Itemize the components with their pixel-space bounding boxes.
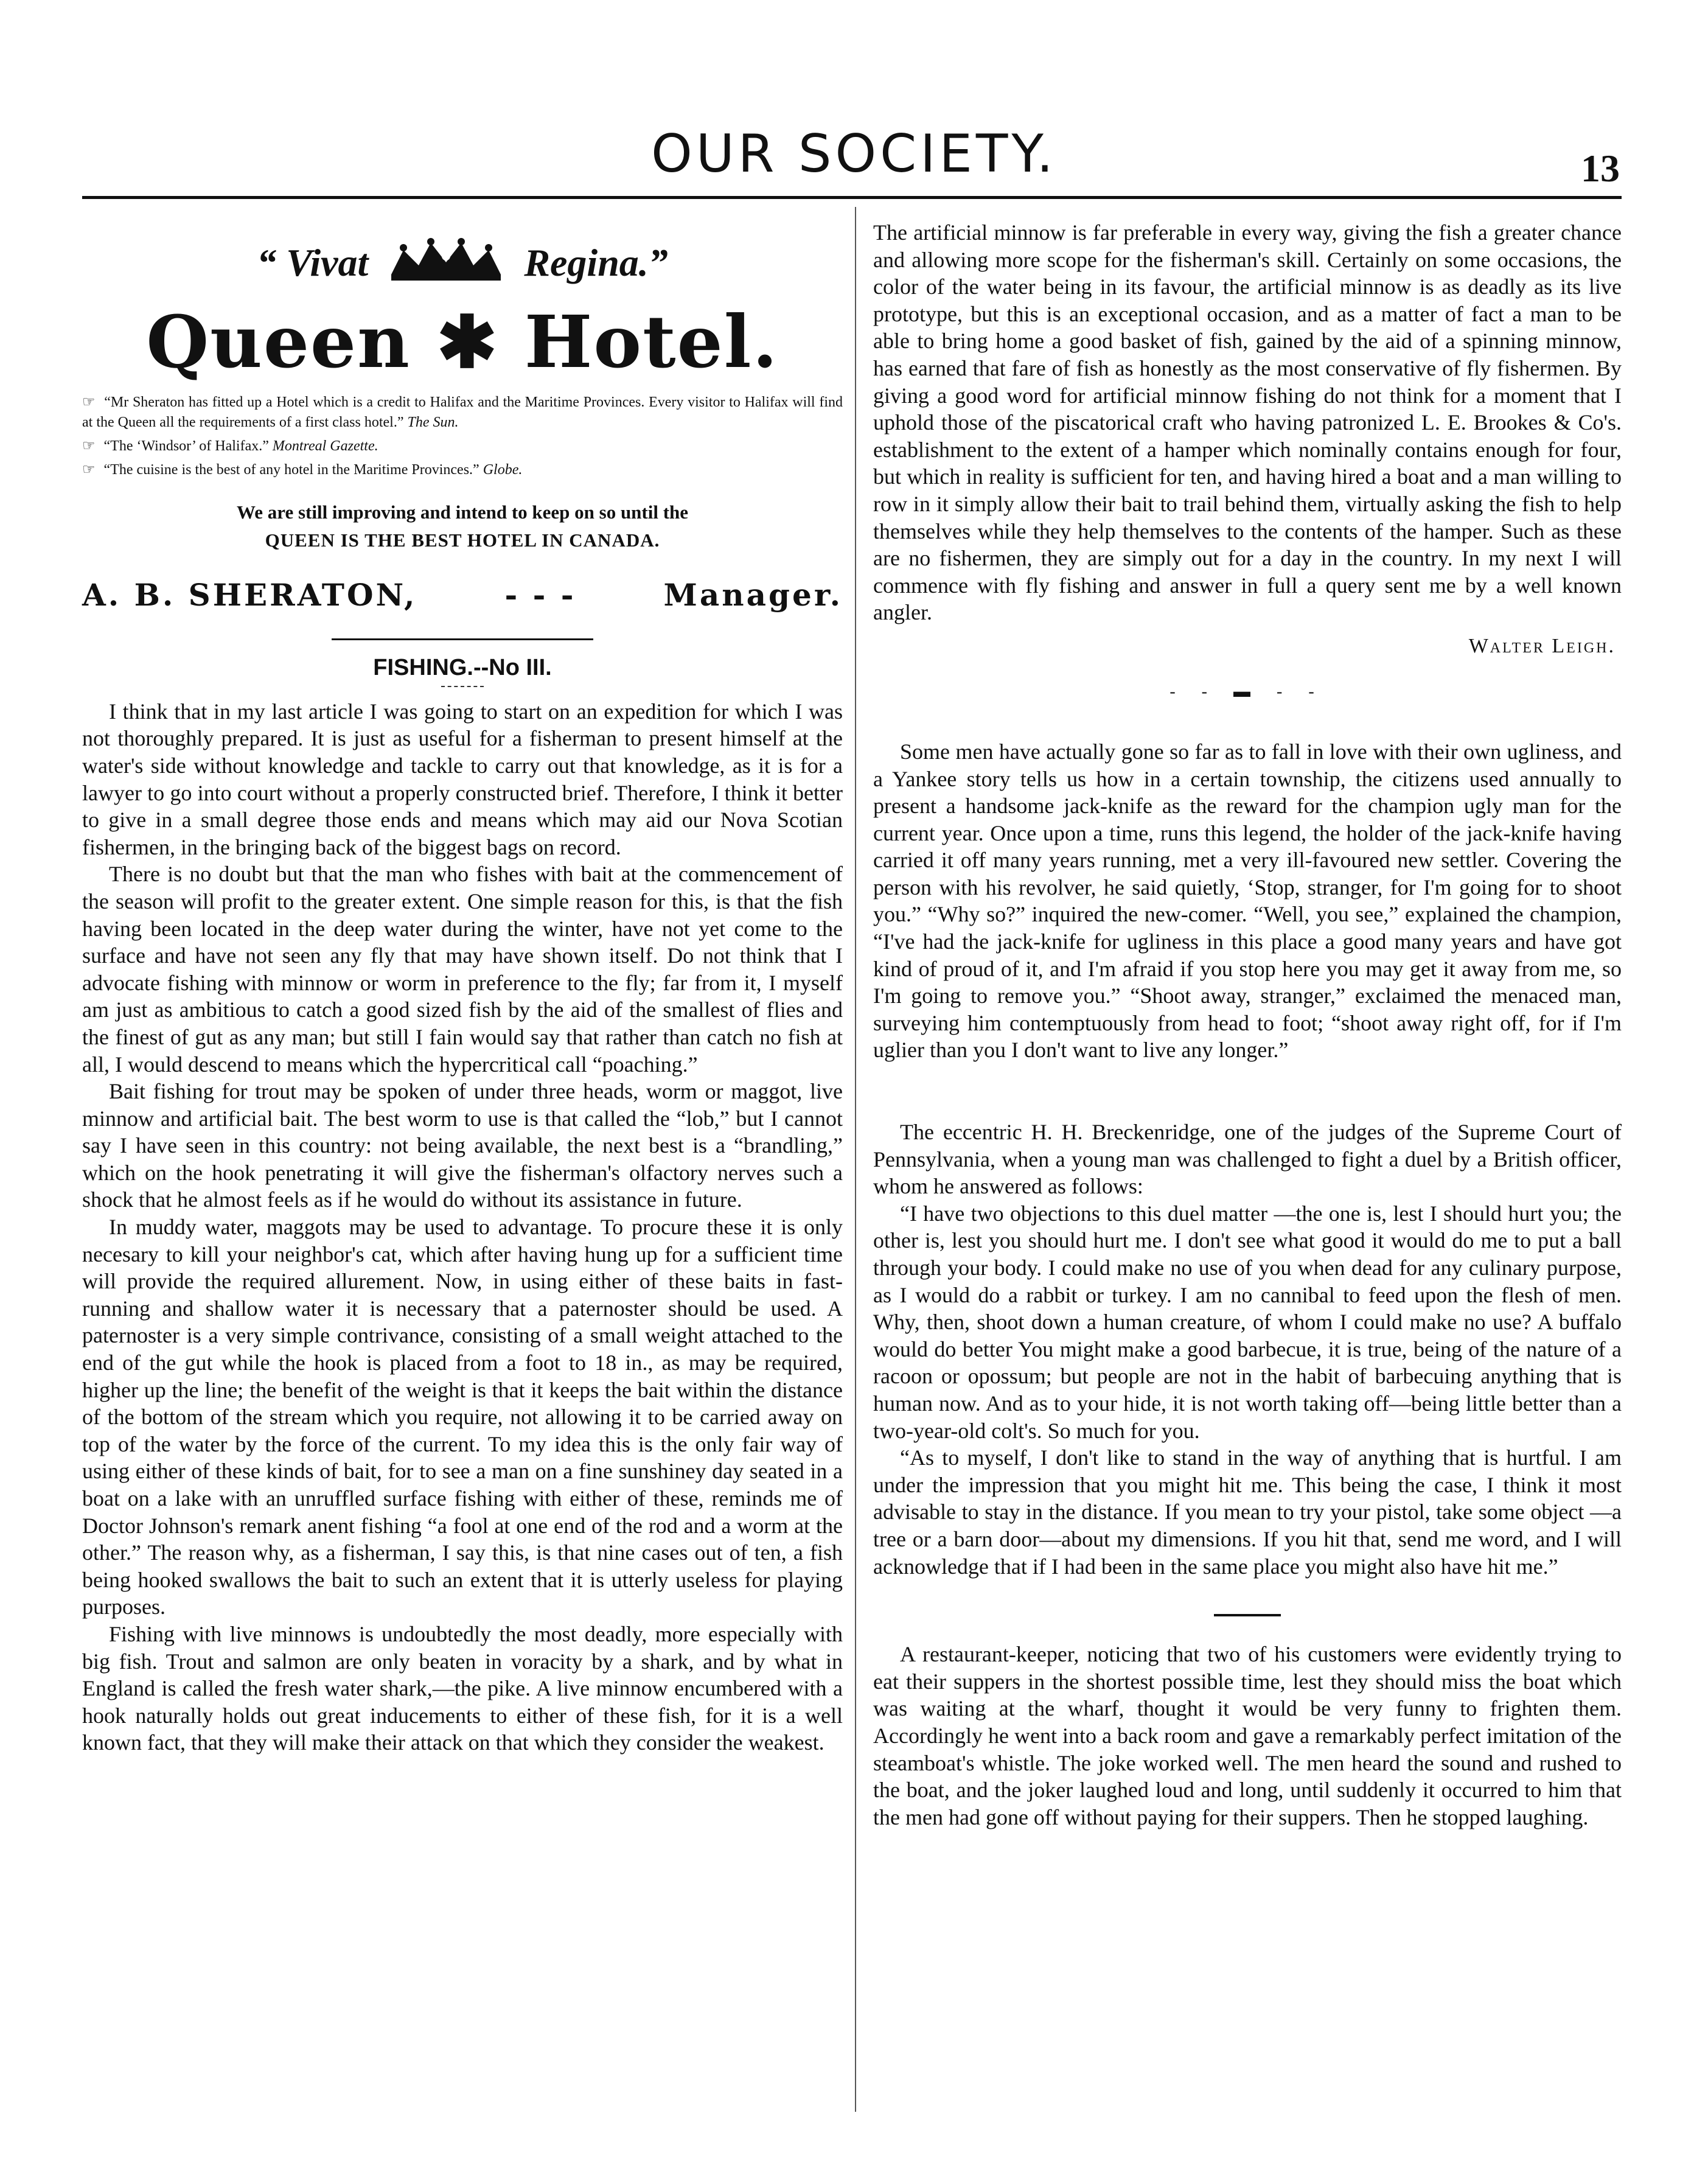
hotel-name: Queen ✱ Hotel. xyxy=(146,299,779,385)
right-column xyxy=(873,219,1622,1831)
story-jack-knife: Some men have actually gone so far as to fall in love with their own ugliness, and a Yankee story tells us how in a certain township, the citizens used annually to present a handsome jack-knife as the reward for the champion ugly man for the current year. Once upon a time, runs this legend, the holder of the jack-knife having carried it off many years running, met a very ill-favoured new settler. Covering the person with his revolver, he said quietly, ‘Stop, stranger, for I'm going for to shoot you.” “Why so?” inquired the new-comer. “Well, you see,” explained the champion, “I've had the jack-knife for ugliness in this place a good many years and have got kind of proud of it, and I'm afraid if you stop here you may get it away from me, so I'm going to remove you.” “Shoot away, stranger,” exclaimed the menaced man, surveying him contemptuously from head to foot; “shoot away right off, for if I'm uglier than you I don't want to live any longer.” xyxy=(873,739,1622,1063)
testimonial-source: The Sun. xyxy=(407,414,459,430)
testimonial-source: Montreal Gazette. xyxy=(272,438,378,454)
hotel-advertisement xyxy=(82,237,843,613)
article-body xyxy=(82,698,843,1756)
article-paragraph: Bait fishing for trout may be spoken of under three heads, worm or maggot, live minnow and artificial bait. The best worm to use is that called the “lob,” but I cannot say I have seen in this country: not being available, the next best is a “brandling,” which on the hook penetrating it will give the fisherman's olfactory nerves such a shock that he almost feels as if he would do without its assistance in future. xyxy=(82,1079,843,1212)
left-column xyxy=(82,219,843,1756)
pointing-hand-icon: ☞ xyxy=(82,394,96,410)
article-paragraph: In muddy water, maggots may be used to advantage. To procure these it is only necesary to kill your neighbor's cat, which after having hung up for a sufficient time will provide the required allurement. Now, in using either of these baits in fast-running and shallow water it is necessary that a paternoster should be used. A paternoster is a very simple contrivance, consisting of a small weight attached to the end of the gut while the hook is placed from a foot to 18 in., as may be required, higher up the line; the benefit of the weight is that it keeps the bait within the distance of the bottom of the stream which you require, not allowing it to be carried away on top of the water by the force of the current. To my idea this is the only fair way of using either of these kinds of bait, for to see a man on a fine sunshiney day seated in a boat on a lake with an unruffled surface fishing with either of these, reminds me of Doctor Johnson's remark anent fishing “a fool at one end of the rod and a worm at the other.” The reason why, as a fisherman, I say this, is that nine cases out of ten, a fish being hooked swallows the bait to such an extent that it is utterly useless for playing purposes. xyxy=(82,1215,843,1619)
story-duel-paragraph: “I have two objections to this duel matter —the one is, lest I should hurt you; the other is, lest you should hurt me. I don't see what good it would do me to put a ball through your body. I could make no use of you when dead for any culinary purpose, as I would do a rabbit or turkey. I am no cannibal to feed upon the flesh of men. Why, then, shoot down a human creature, of whom I could make no use? A buffalo would do better You might make a good barbecue, it is true, being of the nature of a racoon or opossum; but people are not in the habit of barbecuing anything that is human now. And as to your hide, it is not worth taking off—being little better than a two-year-old colt's. So much for you. xyxy=(873,1201,1622,1443)
pointing-hand-icon: ☞ xyxy=(82,438,96,454)
page-number: 13 xyxy=(1581,147,1620,190)
section-rule xyxy=(332,638,593,640)
page-title: OUR SOCIETY. xyxy=(651,124,1057,184)
ornament-divider: - - ▬ - - xyxy=(1169,682,1325,701)
story-restaurant: A restaurant-keeper, noticing that two of his customers were evidently trying to eat their suppers in the shortest possible time, lest they should miss the boat which was waiting at the wharf, thought it would be very funny to frighten them. Accordingly he went into a back room and gave a remarkably perfect imitation of the steamboat's whistle. The joke worked well. The men heard the sound and rushed to the boat, and the joker laughed loud and long, until suddenly it occurred to him that the men had gone off without paying for their suppers. Then he stopped laughing. xyxy=(873,1642,1622,1829)
story-duel-intro: The eccentric H. H. Breckenridge, one of the judges of the Supreme Court of Pennsylvania, when a young man was challenged to fight a duel by a British officer, whom he answered as follows: xyxy=(873,1120,1622,1199)
manager-dashes: - - - xyxy=(504,576,576,613)
ad-motto xyxy=(82,237,843,295)
testimonial-text: “Mr Sheraton has fitted up a Hotel which is a credit to Halifax and the Maritime Provinces. Every visitor to Halifax will find at the Queen all the requirements of a first class hotel.” xyxy=(82,394,843,430)
motto-left: “ Vivat xyxy=(257,241,369,284)
article-paragraph: I think that in my last article I was going to start on an expedition for which I was not thoroughly prepared. It is just as useful for a fisherman to present himself at the water's side without knowledge and tackle to carry out that knowledge, as it is for a lawyer to go into court without a properly constructed brief. Therefore, I think it better to give in a small degree those ends and means which may aid our Nova Scotian fishermen, in the bringing back of the biggest bags on record. xyxy=(82,699,843,859)
ad-improving-line: We are still improving and intend to keep on so until the xyxy=(236,501,689,523)
article-signature: Walter Leigh. xyxy=(1468,634,1616,657)
testimonial xyxy=(82,393,843,433)
testimonial-source: Globe. xyxy=(483,461,523,478)
article-continued: The artificial minnow is far preferable in every way, giving the fish a greater chance and allowing more scope for the fisherman's skill. Certainly on some occasions, the color of the water being in its favour, the artificial minnow is as deadly as its live prototype, but this is an exceptional occasion, and as a matter of fact a man to be able to bring home a good basket of fish, gained by the aid of a spinning minnow, has earned that fare of fish as honestly as the most conservative of fly fishermen. By giving a good word for artificial minnow fishing do not think for a moment that I uphold those of the piscatorical craft who having patronized L. E. Brookes & Co's. establishment to the extent of a hamper which nominally contains enough for four, but which in reality is sufficient for ten, and having hired a boat and a man willing to row in it simply allow their bait to trail behind them, virtually asking the fish to help themselves while they help themselves to the contents of the hamper. Such as these are no fishermen, they are simply out for a day in the country. In my next I will commence with fly fishing and answer in full a query sent me by a well known angler. xyxy=(873,220,1622,625)
crown-icon xyxy=(385,238,507,295)
motto-right: Regina.” xyxy=(524,241,668,284)
story-duel-paragraph: “As to myself, I don't like to stand in the way of anything that is hurtful. I am under the impression that you might hit me. This being the case, I think it most advisable to stay in the distance. If you mean to try your pistol, take some object —a tree or a barn door—about my dimensions. If you hit that, send me word, and I will acknowledge that if I had been in the same place you might also have hit me.” xyxy=(873,1445,1622,1579)
testimonial xyxy=(82,436,843,456)
story-gap xyxy=(873,1064,1622,1119)
ad-manager-line xyxy=(82,577,843,613)
ad-best-hotel-line: QUEEN IS THE BEST HOTEL IN CANADA. xyxy=(265,529,660,551)
article-paragraph: There is no doubt but that the man who fishes with bait at the commencement of the season will profit to the greater extent. One simple reason for this, is that the fish having been located in the deep water during the winter, have not yet come to the surface and have not seen any fly that may have shown itself. Do not think that I advocate fishing with minnow or worm in preference to the fly; far from it, I myself am just as ambitious to catch a good sized fish by the aid of the smallest of flies and the finest of gut as any man; but still I fain would say that rather than catch no fish at all, I would descend to means which the hypercritical call “poaching.” xyxy=(82,862,843,1077)
testimonial-text: “The ‘Windsor’ of Halifax.” xyxy=(103,438,269,454)
pointing-hand-icon: ☞ xyxy=(82,461,96,478)
story-rule xyxy=(1214,1614,1281,1616)
article-title: FISHING.--No III. xyxy=(373,654,552,680)
header-rule xyxy=(82,196,1622,199)
testimonial xyxy=(82,460,843,480)
manager-title: Manager. xyxy=(663,576,843,613)
column-divider xyxy=(855,207,856,2112)
testimonial-text: “The cuisine is the best of any hotel in the Maritime Provinces.” xyxy=(103,461,479,478)
manager-name: A. B. SHERATON, xyxy=(82,576,417,613)
title-rule xyxy=(441,686,484,687)
article-paragraph: Fishing with live minnows is undoubtedly the most deadly, more especially with big fish. Trout and salmon are only beaten in voracity by a shark, and by what in England is called the fresh water shark,—the pike. A live minnow encumbered with a hook naturally holds out great inducements to either of these fish, for it is a well known fact, that they will make their attack on that which they consider the weakest. xyxy=(82,1621,843,1755)
